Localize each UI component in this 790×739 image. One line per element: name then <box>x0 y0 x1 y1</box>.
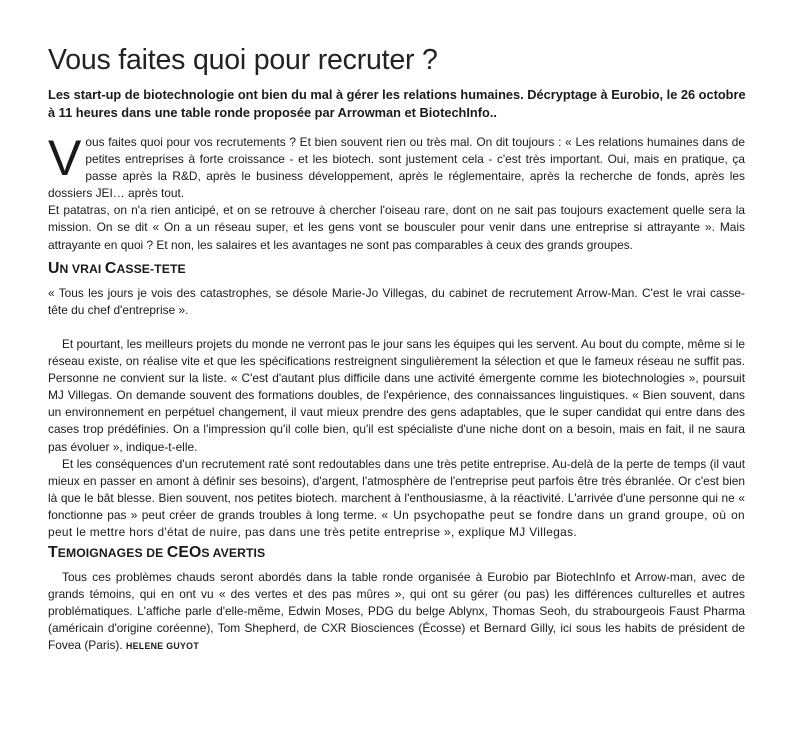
section-heading-casse-tete: UN VRAI CASSE-TETE <box>48 260 186 277</box>
intro-section <box>48 130 745 254</box>
intro-paragraph-2: Et patatras, on n'a rien anticipé, et on se retrouve à chercher l'oiseau rare, dont on ne sait pas toujours exactement quelle sera la mission. On se dit « On a un réseau super, et les gens vont se bousculer pour venir dans une entreprise si attrayante ». Mais attrayante en quoi ? Et non, les salaires et les avantages ne sont pas comparables à ceux des grands groupes. <box>48 203 745 252</box>
drop-cap: V <box>48 130 82 186</box>
section-heading-temoignages: TEMOIGNAGES DE CEOS AVERTIS <box>48 544 266 561</box>
section-casse-tete-quote-block <box>48 285 745 319</box>
author-signature: HELENE GUYOT <box>125 641 199 652</box>
intro-paragraph <box>48 130 745 202</box>
section-quote: « Tous les jours je vois des catastrophes, se désole Marie-Jo Villegas, du cabinet de recrutement Arrow-Man. C'est le vrai casse-tête du chef d'entreprise ». <box>48 286 745 318</box>
section-casse-tete-body <box>48 336 745 541</box>
article-title: Vous faites quoi pour recruter ? <box>48 44 438 76</box>
intro-paragraph-text: ous faites quoi pour vos recrutements ? Et bien souvent rien ou très mal. On dit toujours : « Les relations humaines dans de petites entreprises à forte croissance - et les biotech. sont justement cela - c'est très important. Oui, mais en pratique, ça passe après la R&D, après le business développement, après le réglementaire, après la recherche de fonds, après les dossiers JEI… après tout. <box>48 135 745 201</box>
section-paragraph-2: Et les conséquences d'un recrutement raté sont redoutables dans une très petite entreprise. Au-delà de la perte de temps (il vaut mieux en passer en amont à définir ses besoins), d'argent, l'atmosphère de l'entreprise peut parfois être très ébranlée. Or c'est bien là que le bât blesse. Bien souvent, nos petites biotech. marchent à l'enthousiasme, à la réactivité. L'arrivée d'une personne qui ne « fonctionne pas » peut créer de grands troubles à long terme. « Un psychopathe peut se fondre dans un grand groupe, où on peut le mettre hors d'état de nuire, pas dans une très petite entreprise », explique MJ Villegas. <box>48 456 745 540</box>
article-lead: Les start-up de biotechnologie ont bien du mal à gérer les relations humaines. Décryptage à Eurobio, le 26 octobre à 11 heures dans une table ronde proposée par Arrowman et BiotechInfo.. <box>48 87 746 120</box>
section-paragraph-temoignages: Tous ces problèmes chauds seront abordés dans la table ronde organisée à Eurobio par BiotechInfo et Arrow-man, avec de grands témoins, qui en ont vu « des vertes et des pas mûres », qui ont su gérer (ou pas) les différences culturelles et autres problématiques. L'affiche parle d'elle-même, Edwin Moses, PDG du belge Ablynx, Thomas Seoh, du strabourgeois Faust Pharma (américain d'origine coréenne), Tom Shepherd, de CXR Biosciences (Écosse) et Bernard Gilly, ici sous les habits de président de Fovea (Paris). HELENE GUYOT <box>48 570 745 653</box>
section-paragraph: Et pourtant, les meilleurs projets du monde ne verront pas le jour sans les équipes qui les servent. Au bout du compte, même si le réseau existe, on réalise vite et que les spécifications restreignent singulièrement la sélection et que le fameux réseau ne suffit pas. Personne ne convient sur la liste. « C'est d'autant plus difficile dans une activité émergente comme les biotechnologies », poursuit MJ Villegas. On demande souvent des formations doubles, de l'expérience, des connaissances linguistiques. « Bien souvent, dans un environnement en perpétuel changement, il vaut mieux prendre des gens adaptables, que le super candidat qui entre dans des cases trop prédéfinies. On a l'impression qu'il colle bien, qu'il est spécialiste d'une niche dont on a besoin, mais en fait, il ne saura pas évoluer », indique-t-elle. <box>48 337 745 454</box>
section-temoignages-body <box>48 569 745 655</box>
